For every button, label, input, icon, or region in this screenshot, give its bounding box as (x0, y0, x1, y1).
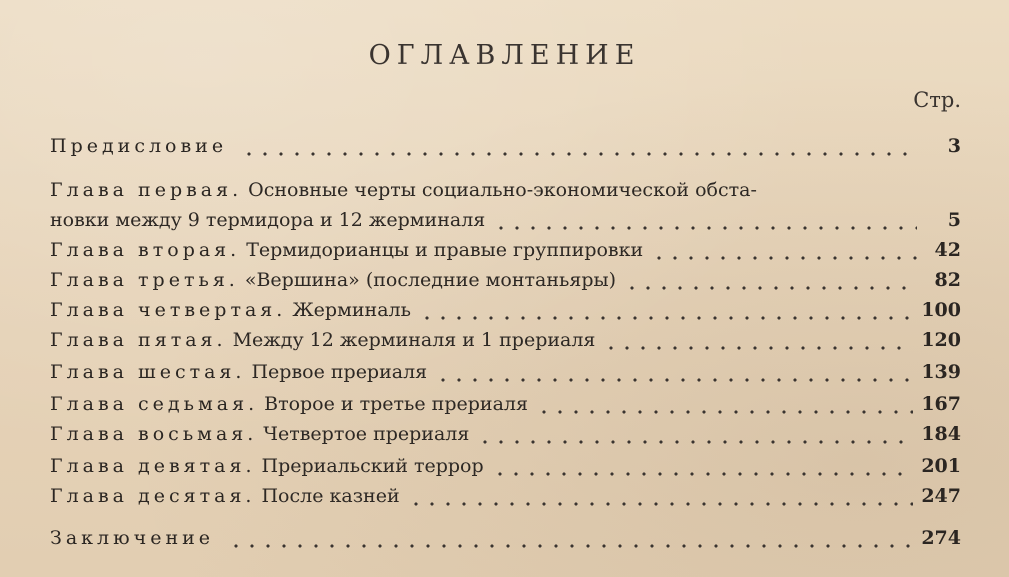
toc-entry-text: Первое прериаля (251, 361, 428, 383)
toc-entry-chapter-2 (50, 232, 961, 262)
toc-entry-page: 167 (921, 393, 961, 415)
toc-entry-text: После казней (261, 485, 400, 507)
toc-entry-chapter-6 (50, 354, 961, 384)
dot-leader (493, 208, 917, 232)
toc-entry-lead: Глава восьмая. (50, 423, 258, 445)
toc-entry-conclusion (50, 520, 961, 550)
toc-entry-text: Четвертое прериаля (263, 423, 470, 445)
toc-entry-text: Жерминаль (292, 299, 411, 321)
toc-entry-text: Термидорианцы и правые группировки (246, 239, 644, 261)
toc-entry-chapter-5 (50, 322, 961, 352)
dot-leader (419, 298, 913, 322)
toc-entry-chapter-3 (50, 262, 961, 292)
toc-entry-page: 139 (921, 361, 961, 383)
toc-entry-page: 100 (921, 299, 961, 321)
toc-entry-chapter-8 (50, 416, 961, 446)
toc-entry-page: 120 (921, 329, 961, 351)
toc-entry-lead: Глава девятая. (50, 455, 256, 477)
toc-entry-lead: Глава десятая. (50, 485, 256, 507)
toc-entry-lead: Глава пятая. (50, 329, 227, 351)
toc-entry-page: 82 (934, 269, 961, 291)
toc-entry-text: Прериальский террор (261, 455, 484, 477)
toc-entry-page: 247 (921, 485, 961, 507)
toc-entry-lead: Заключение (50, 527, 215, 549)
toc-entry-lead: Глава седьмая. (50, 393, 259, 415)
toc-entry-lead: Глава шестая. (50, 361, 246, 383)
dot-leader (477, 422, 913, 446)
toc-entry-lead: Глава первая. (50, 179, 243, 201)
dot-leader (241, 134, 917, 158)
dot-leader (651, 238, 917, 262)
toc-entry-chapter-1 (50, 172, 961, 202)
dot-leader (603, 328, 913, 352)
toc-entry-text: Основные черты социально-экономической обста- (248, 179, 757, 201)
toc-entry-page: 274 (921, 527, 961, 549)
dot-leader (492, 454, 914, 478)
toc-entry-chapter-1-continued (50, 202, 961, 232)
toc-entry-page: 3 (947, 135, 961, 157)
dot-leader (536, 392, 913, 416)
toc-entry-text: «Вершина» (последние монтаньяры) (244, 269, 617, 291)
dot-leader (408, 484, 914, 508)
toc-entry-page: 184 (921, 423, 961, 445)
toc-entry-text: новки между 9 термидора и 12 жерминаля (50, 209, 486, 231)
toc-entry-preface (50, 128, 961, 158)
toc-entry-chapter-10 (50, 478, 961, 508)
toc-entry-text: Между 12 жерминаля и 1 прериаля (232, 329, 596, 351)
toc-entry-page: 201 (921, 455, 961, 477)
dot-leader (435, 360, 913, 384)
toc-entry-page: 5 (947, 209, 961, 231)
page-column-label: Стр. (913, 88, 961, 112)
page-title: ОГЛАВЛЕНИЕ (368, 40, 641, 71)
dot-leader (624, 268, 917, 292)
toc-entry-chapter-7 (50, 386, 961, 416)
toc-entry-lead: Глава третья. (50, 269, 239, 291)
toc-entry-page: 42 (934, 239, 961, 261)
toc-entry-chapter-9 (50, 448, 961, 478)
toc-entry-lead: Глава вторая. (50, 239, 241, 261)
toc-entry-lead: Глава четвертая. (50, 299, 287, 321)
toc-entry-chapter-4 (50, 292, 961, 322)
toc-entry-lead: Предисловие (50, 135, 228, 157)
dot-leader (228, 526, 913, 550)
toc-entry-text: Второе и третье прериаля (264, 393, 528, 415)
